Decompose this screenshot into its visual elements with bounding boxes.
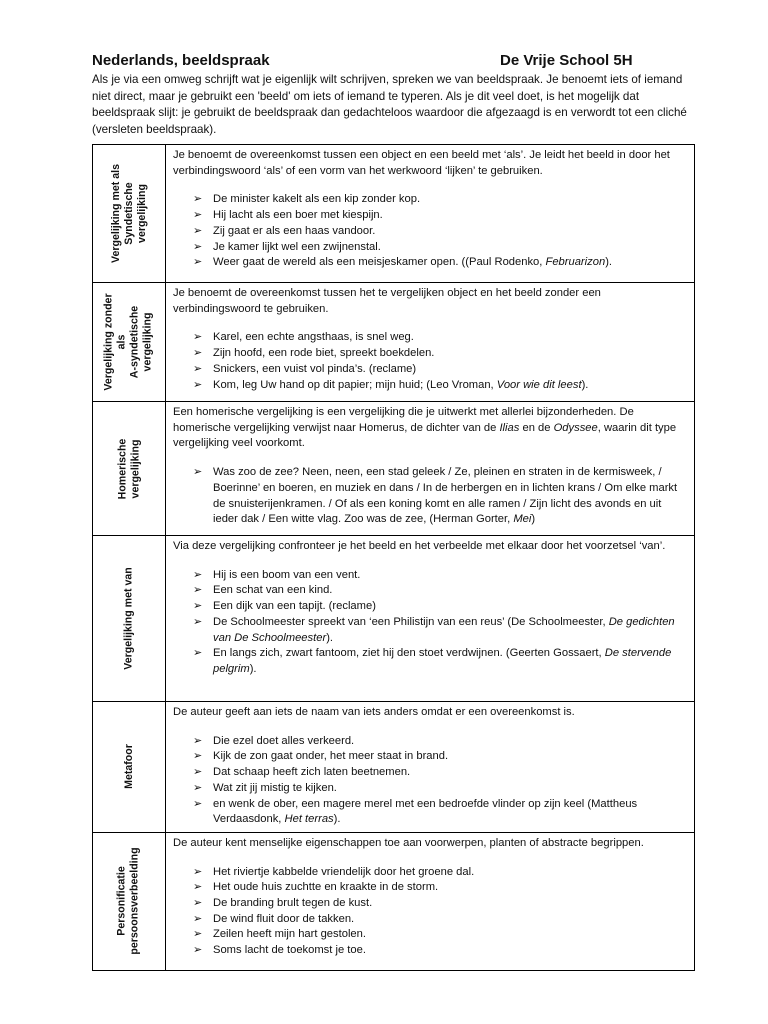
arrowhead-bullet-icon: ➢ bbox=[193, 781, 203, 794]
arrowhead-bullet-icon: ➢ bbox=[193, 615, 203, 628]
page-header bbox=[92, 52, 692, 74]
arrowhead-bullet-icon: ➢ bbox=[193, 347, 203, 360]
list-item: ➢ Kom, leg Uw hand op dit papier; mijn huid; (Leo Vroman, Voor wie dit leest). bbox=[173, 378, 688, 394]
arrowhead-bullet-icon: ➢ bbox=[193, 240, 203, 253]
list-item: ➢ Hij is een boom van een vent. bbox=[173, 568, 688, 584]
list-item: ➢ Kijk de zon gaat onder, het meer staat in brand. bbox=[173, 749, 688, 765]
row-description: Een homerische vergelijking is een vergelijking die je uitwerkt met allerlei bijzonderheden. De homerische vergelijking verwijst naar Homerus, de dichter van de Ilias en de Odyssee, waarin dit type vergelijking veel voorkomt. bbox=[173, 406, 677, 450]
list-item: ➢ Zijn hoofd, een rode biet, spreekt boekdelen. bbox=[173, 346, 688, 362]
arrowhead-bullet-icon: ➢ bbox=[193, 224, 203, 237]
row-content-cell bbox=[166, 145, 695, 283]
arrowhead-bullet-icon: ➢ bbox=[193, 797, 203, 810]
list-item: ➢ De wind fluit door de takken. bbox=[173, 912, 688, 928]
arrowhead-bullet-icon: ➢ bbox=[193, 912, 203, 925]
table-row bbox=[93, 832, 695, 970]
document-title: Nederlands, beeldspraak bbox=[92, 52, 270, 69]
list-item: ➢ Het riviertje kabbelde vriendelijk door het groene dal. bbox=[173, 865, 688, 881]
list-item: ➢ Hij lacht als een boer met kiespijn. bbox=[173, 208, 688, 224]
list-item: ➢ Wat zit jij mistig te kijken. bbox=[173, 781, 688, 797]
row-label-cell bbox=[93, 536, 166, 702]
list-item: ➢ Weer gaat de wereld als een meisjeskamer open. ((Paul Rodenko, Februarizon). bbox=[173, 255, 688, 271]
example-list bbox=[173, 465, 688, 528]
list-item: ➢ Snickers, een vuist vol pinda’s. (reclame) bbox=[173, 362, 688, 378]
arrowhead-bullet-icon: ➢ bbox=[193, 362, 203, 375]
arrowhead-bullet-icon: ➢ bbox=[193, 865, 203, 878]
arrowhead-bullet-icon: ➢ bbox=[193, 766, 203, 779]
arrowhead-bullet-icon: ➢ bbox=[193, 256, 203, 269]
example-list bbox=[173, 865, 688, 959]
row-content-cell bbox=[166, 832, 695, 970]
list-item: ➢ De branding brult tegen de kust. bbox=[173, 896, 688, 912]
arrowhead-bullet-icon: ➢ bbox=[193, 647, 203, 660]
row-content-cell bbox=[166, 283, 695, 402]
row-content-cell bbox=[166, 702, 695, 833]
row-description: Je benoemt de overeenkomst tussen een object en een beeld met ‘als’. Je leidt het beeld in door het verbindingswoord ‘als’ of een vorm van het werkwoord ‘lijken’ te gebruiken. bbox=[173, 149, 670, 177]
arrowhead-bullet-icon: ➢ bbox=[193, 734, 203, 747]
row-content-cell bbox=[166, 402, 695, 536]
row-label: Homerische vergelijking bbox=[116, 438, 141, 499]
row-label-cell bbox=[93, 702, 166, 833]
list-item: ➢ Die ezel doet alles verkeerd. bbox=[173, 734, 688, 750]
list-item: ➢ De minister kakelt als een kip zonder kop. bbox=[173, 192, 688, 208]
row-label: Personificatie persoonsverbeelding bbox=[116, 847, 141, 955]
arrowhead-bullet-icon: ➢ bbox=[193, 928, 203, 941]
example-list bbox=[173, 330, 688, 393]
row-label-cell bbox=[93, 402, 166, 536]
row-description: De auteur kent menselijke eigenschappen toe aan voorwerpen, planten of abstracte begrippen. bbox=[173, 836, 644, 849]
list-item: ➢ en wenk de ober, een magere merel met een bedroefde vlinder op zijn keel (Mattheus Verdaasdonk, Het terras). bbox=[193, 797, 638, 826]
list-item: ➢ Karel, een echte angsthaas, is snel weg. bbox=[173, 330, 688, 346]
school-name: De Vrije School 5H bbox=[500, 52, 633, 69]
list-item: ➢ Een dijk van een tapijt. (reclame) bbox=[173, 599, 688, 615]
list-item: ➢ Zeilen heeft mijn hart gestolen. bbox=[173, 927, 688, 943]
arrowhead-bullet-icon: ➢ bbox=[193, 568, 203, 581]
list-item: ➢ Een schat van een kind. bbox=[173, 583, 688, 599]
row-label: Metafoor bbox=[122, 744, 135, 790]
arrowhead-bullet-icon: ➢ bbox=[193, 944, 203, 957]
row-description: De auteur geeft aan iets de naam van iets anders omdat er een overeenkomst is. bbox=[173, 706, 575, 718]
list-item: ➢ Dat schaap heeft zich laten beetnemen. bbox=[173, 765, 688, 781]
list-item: ➢ Was zoo de zee? Neen, neen, een stad geleek / Ze, pleinen en straten in de kermisweek, / Boerinne’ en boeren, en muziek en dans / In de herbergen en in lichten krans / Om elke markt de snuisterijenkramen. / Of als een koning komt en alle ramen / Zijn licht des avonds en uit ieder dak / Een witte vlag. Zoo was de zee, (Herman Gorter, Mei) bbox=[193, 466, 678, 526]
figures-of-speech-table bbox=[92, 144, 695, 971]
list-item: ➢ De Schoolmeester spreekt van ‘een Philistijn van een reus’ (De Schoolmeester, De gedichten van De Schoolmeester). bbox=[193, 615, 675, 644]
table-row bbox=[93, 536, 695, 702]
table-row bbox=[93, 145, 695, 283]
row-label: Vergelijking zonder als A-syndetische vergelijking bbox=[103, 293, 155, 391]
table-row bbox=[93, 402, 695, 536]
example-list bbox=[173, 192, 688, 271]
list-item: ➢ Zij gaat er als een haas vandoor. bbox=[173, 224, 688, 240]
list-item: ➢ Je kamer lijkt wel een zwijnenstal. bbox=[173, 240, 688, 256]
arrowhead-bullet-icon: ➢ bbox=[193, 466, 203, 479]
arrowhead-bullet-icon: ➢ bbox=[193, 331, 203, 344]
arrowhead-bullet-icon: ➢ bbox=[193, 209, 203, 222]
arrowhead-bullet-icon: ➢ bbox=[193, 600, 203, 613]
arrowhead-bullet-icon: ➢ bbox=[193, 750, 203, 763]
list-item: ➢ Soms lacht de toekomst je toe. bbox=[173, 943, 688, 959]
row-label-cell bbox=[93, 283, 166, 402]
row-description: Via deze vergelijking confronteer je het beeld en het verbeelde met elkaar door het voorzetsel ‘van’. bbox=[173, 540, 666, 552]
list-item: ➢ Het oude huis zuchtte en kraakte in de storm. bbox=[173, 880, 688, 896]
row-label-cell bbox=[93, 832, 166, 970]
arrowhead-bullet-icon: ➢ bbox=[193, 584, 203, 597]
row-label: Vergelijking met van bbox=[122, 567, 135, 670]
arrowhead-bullet-icon: ➢ bbox=[193, 193, 203, 206]
row-label: Vergelijking met als Syndetische vergelijking bbox=[109, 164, 148, 263]
row-content-cell bbox=[166, 536, 695, 702]
table-row bbox=[93, 702, 695, 833]
arrowhead-bullet-icon: ➢ bbox=[193, 881, 203, 894]
row-description: Je benoemt de overeenkomst tussen het te vergelijken object en het beeld zonder een verbindingswoord te gebruiken. bbox=[173, 287, 601, 315]
arrowhead-bullet-icon: ➢ bbox=[193, 378, 203, 391]
example-list bbox=[173, 568, 688, 678]
intro-paragraph: Als je via een omweg schrijft wat je eigenlijk wilt schrijven, spreken we van beeldspraak. Je benoemt iets of iemand niet direct, maar je gebruikt een 'beeld' om iets of iemand te typeren. Als je dit veel doet, is het mogelijk dat beeldspraak slijt: je gebruikt de beeldspraak dan gedachteloos waardoor die afgezaagd is en verwordt tot een cliché (versleten beeldspraak). bbox=[92, 73, 687, 136]
table-row bbox=[93, 283, 695, 402]
arrowhead-bullet-icon: ➢ bbox=[193, 897, 203, 910]
example-list bbox=[173, 734, 688, 828]
row-label-cell bbox=[93, 145, 166, 283]
list-item: ➢ En langs zich, zwart fantoom, ziet hij den stoet verdwijnen. (Geerten Gossaert, De stervende pelgrim). bbox=[193, 647, 672, 675]
